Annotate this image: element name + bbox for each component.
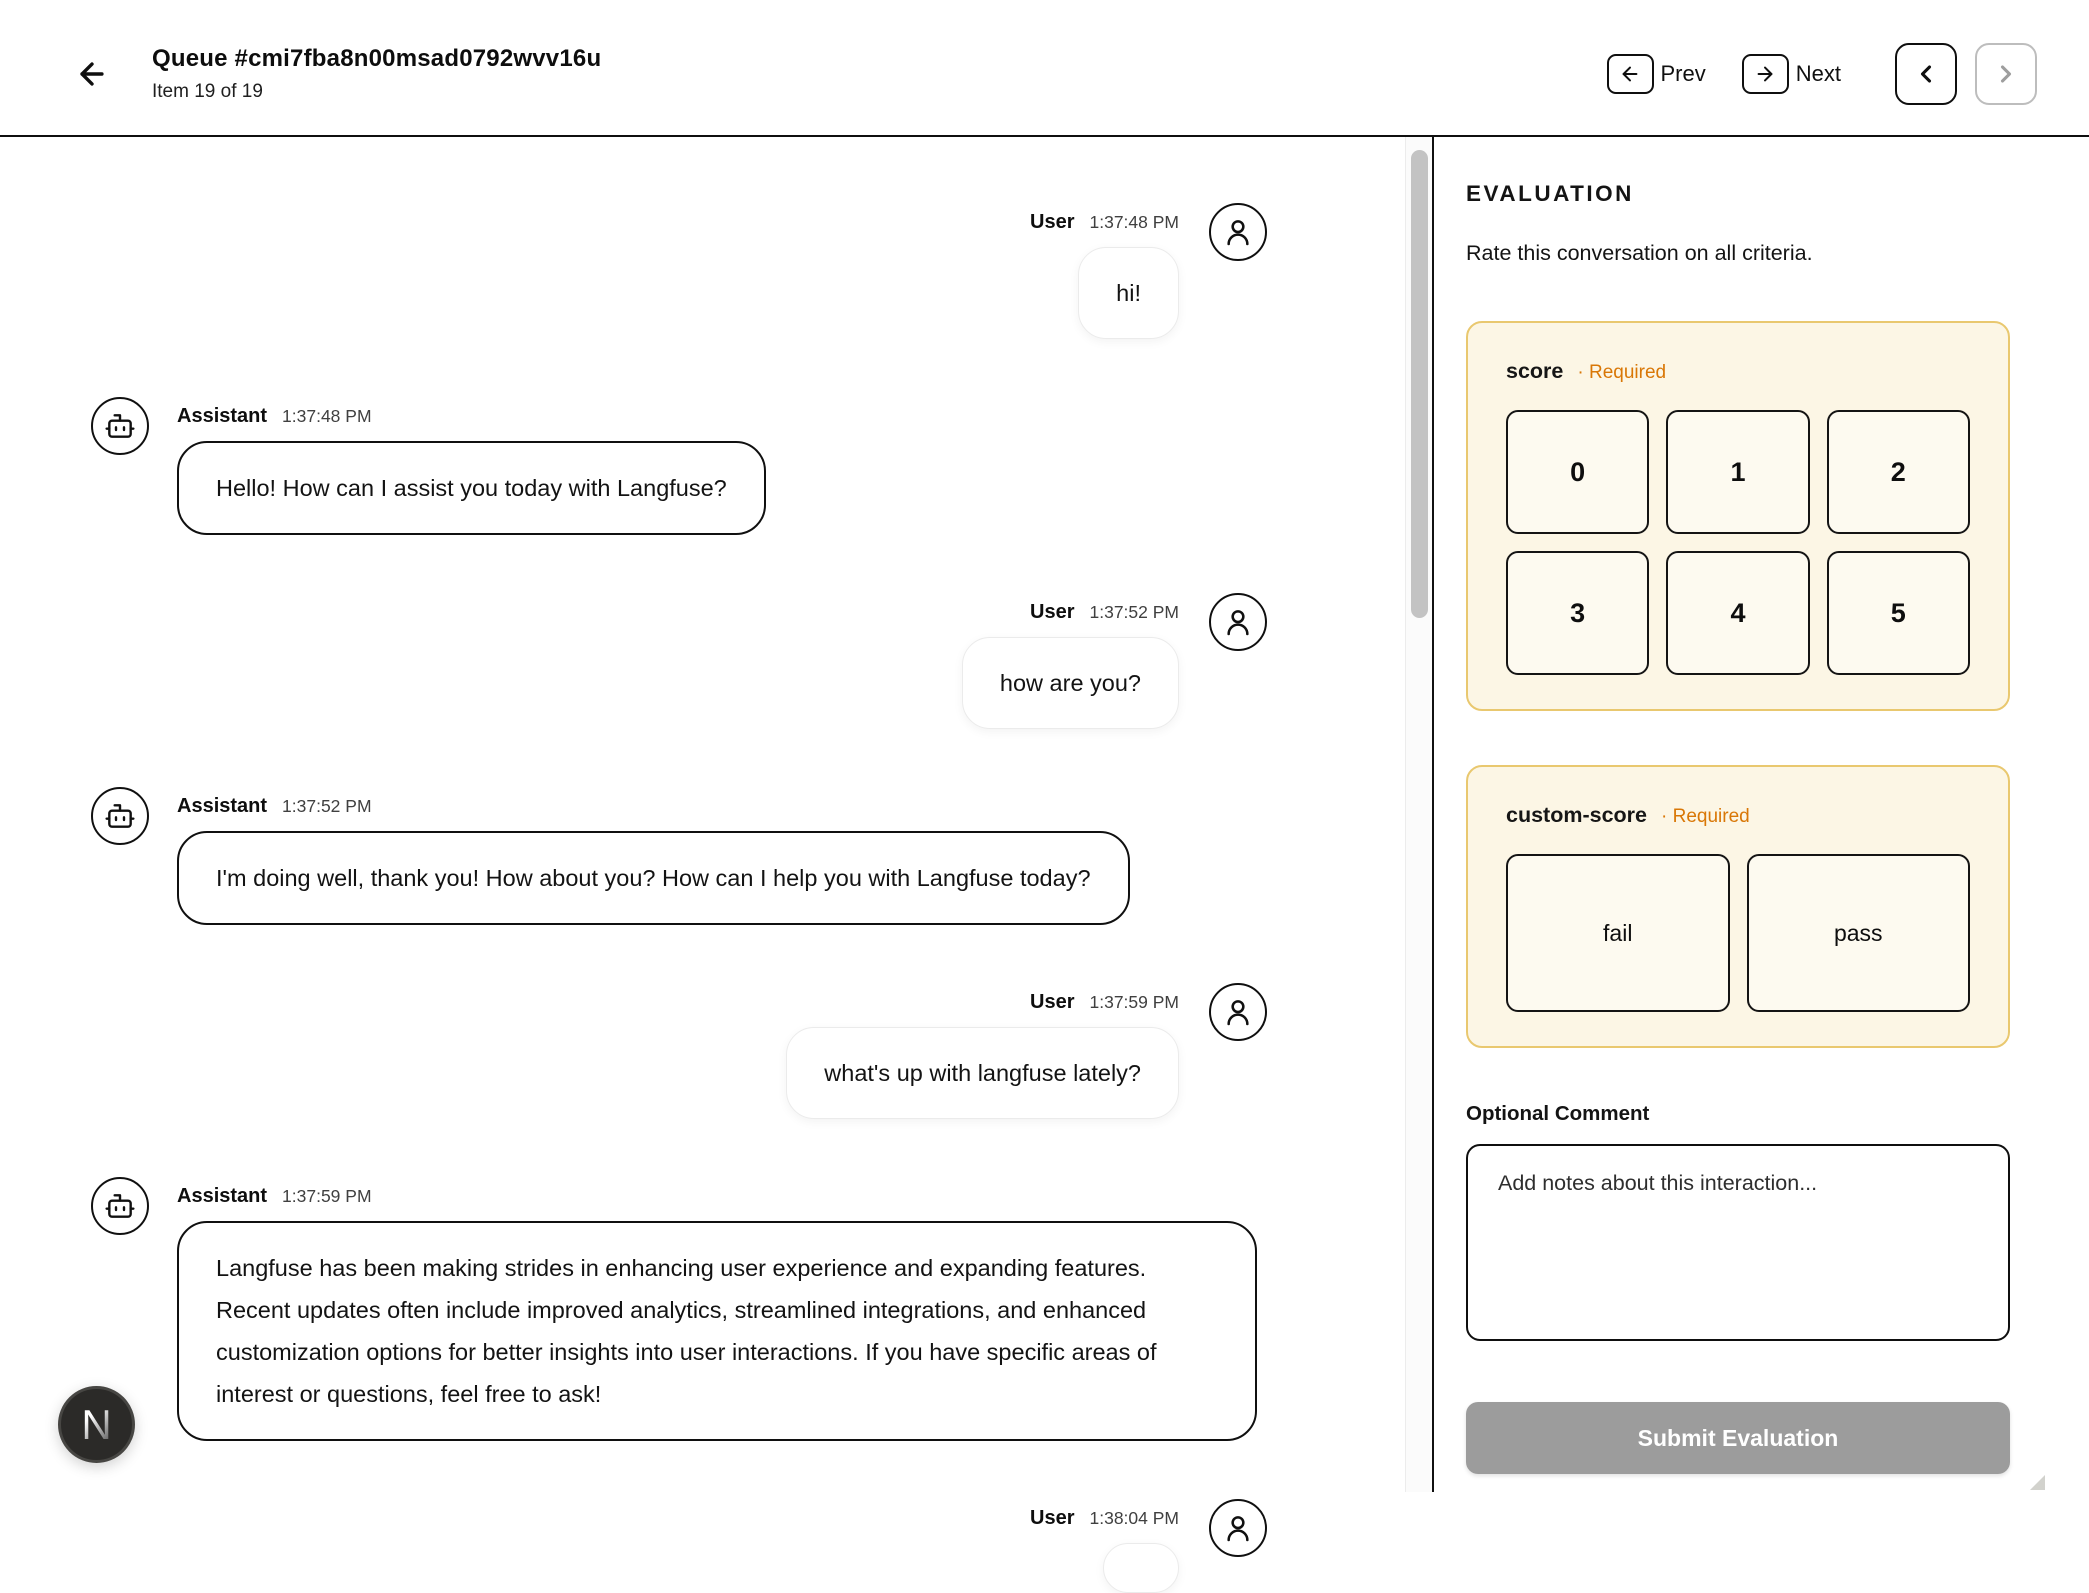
message-body — [786, 991, 1179, 1119]
collapse-panel-left-button[interactable] — [1895, 43, 1957, 105]
arrow-left-icon — [1619, 63, 1641, 85]
option-score-3[interactable]: 3 — [1506, 551, 1649, 675]
page-title: Queue #cmi7fba8n00msad0792wvv16u — [152, 44, 602, 72]
required-badge: · Required — [1577, 362, 1667, 383]
message-body — [177, 795, 1130, 925]
message-list — [0, 211, 1336, 1593]
nextjs-logo-letter: N — [81, 1400, 112, 1448]
message-bubble: I'm doing well, thank you! How about you? How can I help you with Langfuse today? — [177, 831, 1130, 925]
user-icon — [1222, 606, 1254, 638]
message-role: Assistant — [177, 795, 268, 817]
evaluation-heading: EVALUATION — [1466, 181, 1634, 206]
prev-button[interactable] — [1607, 54, 1654, 94]
user-icon — [1222, 1512, 1254, 1544]
message-timestamp: 1:37:59 PM — [1089, 992, 1179, 1012]
message-timestamp: 1:38:04 PM — [1089, 1508, 1179, 1528]
comment-label: Optional Comment — [1466, 1102, 1650, 1125]
assistant-avatar — [91, 1177, 149, 1235]
criterion-options — [1506, 410, 1970, 675]
message-timestamp: 1:37:52 PM — [1089, 602, 1179, 622]
collapse-panel-right-button[interactable] — [1975, 43, 2037, 105]
message-assistant — [91, 795, 1336, 925]
header — [0, 0, 2089, 137]
user-avatar — [1209, 593, 1267, 651]
evaluation-panel — [1434, 137, 2089, 1492]
header-controls — [1607, 43, 2038, 105]
title-block — [152, 45, 601, 103]
user-avatar — [1209, 983, 1267, 1041]
evaluation-subheading: Rate this conversation on all criteria. — [1466, 241, 1813, 265]
message-body — [962, 601, 1179, 729]
option-score-0[interactable]: 0 — [1506, 410, 1649, 534]
option-score-1[interactable]: 1 — [1666, 410, 1809, 534]
message-assistant — [91, 1185, 1336, 1441]
user-avatar — [1209, 1499, 1267, 1557]
message-user — [91, 1507, 1267, 1593]
bot-icon — [104, 410, 136, 442]
message-body — [1030, 211, 1179, 339]
next-group — [1742, 54, 1841, 94]
message-body — [1030, 1507, 1179, 1593]
message-timestamp: 1:37:52 PM — [282, 796, 372, 816]
bot-icon — [104, 1190, 136, 1222]
message-bubble: hi! — [1078, 247, 1179, 339]
conversation-panel — [0, 137, 1432, 1529]
message-role: User — [1030, 991, 1075, 1013]
item-counter: Item 19 of 19 — [152, 80, 263, 102]
message-bubble: what's up with langfuse lately? — [786, 1027, 1179, 1119]
message-bubble — [1103, 1543, 1179, 1593]
message-body — [177, 1185, 1257, 1441]
option-score-5[interactable]: 5 — [1827, 551, 1970, 675]
user-avatar — [1209, 203, 1267, 261]
message-user — [91, 991, 1267, 1119]
back-button[interactable] — [72, 54, 112, 94]
message-user — [91, 211, 1267, 339]
resize-grip[interactable] — [2030, 1475, 2045, 1490]
message-header — [177, 405, 766, 428]
message-body — [177, 405, 766, 535]
message-role: User — [1030, 1507, 1075, 1529]
user-icon — [1222, 216, 1254, 248]
option-custom-score-pass[interactable]: pass — [1747, 854, 1971, 1012]
message-timestamp: 1:37:59 PM — [282, 1186, 372, 1206]
user-icon — [1222, 996, 1254, 1028]
main-content — [0, 137, 2089, 1529]
message-bubble: Hello! How can I assist you today with Langfuse? — [177, 441, 766, 535]
criterion-name: score — [1506, 359, 1564, 383]
required-badge: · Required — [1661, 806, 1750, 827]
chat-scrollbar-track[interactable] — [1405, 137, 1432, 1492]
message-role: Assistant — [177, 405, 268, 427]
option-score-2[interactable]: 2 — [1827, 410, 1970, 534]
prev-group — [1607, 54, 1706, 94]
chevron-left-icon — [1912, 60, 1940, 88]
chat-scrollbar-thumb[interactable] — [1411, 150, 1428, 618]
next-button[interactable] — [1742, 54, 1789, 94]
message-assistant — [91, 405, 1336, 535]
message-header — [177, 1185, 1257, 1208]
assistant-avatar — [91, 787, 149, 845]
arrow-right-icon — [1754, 63, 1776, 85]
message-role: User — [1030, 211, 1075, 233]
message-bubble: how are you? — [962, 637, 1179, 729]
message-header — [1030, 601, 1179, 624]
message-bubble: Langfuse has been making strides in enhancing user experience and expanding features. Recent updates often include improved analytics, streamlined integrations, and enhanced customization options for better insights into user interactions. If you have specific areas of interest or questions, feel free to ask! — [177, 1221, 1257, 1441]
message-user — [91, 601, 1267, 729]
message-role: User — [1030, 601, 1075, 623]
comment-input[interactable] — [1466, 1144, 2010, 1341]
criterion-card-custom-score — [1466, 765, 2010, 1048]
message-timestamp: 1:37:48 PM — [1089, 212, 1179, 232]
message-header — [1030, 991, 1179, 1014]
submit-evaluation-button[interactable]: Submit Evaluation — [1466, 1402, 2010, 1474]
nextjs-logo[interactable] — [58, 1386, 135, 1463]
prev-label: Prev — [1660, 60, 1706, 86]
criterion-options — [1506, 854, 1970, 1012]
message-header — [1030, 1507, 1179, 1530]
option-custom-score-fail[interactable]: fail — [1506, 854, 1730, 1012]
criterion-header — [1506, 359, 1970, 384]
criterion-card-score — [1466, 321, 2010, 711]
chevron-right-icon — [1992, 60, 2020, 88]
message-header — [1030, 211, 1179, 234]
next-label: Next — [1795, 60, 1841, 86]
arrow-left-icon — [75, 57, 109, 91]
criteria-list — [1466, 321, 2010, 1048]
criterion-name: custom-score — [1506, 803, 1647, 827]
criterion-header — [1506, 803, 1970, 828]
bot-icon — [104, 800, 136, 832]
message-timestamp: 1:37:48 PM — [282, 406, 372, 426]
assistant-avatar — [91, 397, 149, 455]
message-header — [177, 795, 1130, 818]
option-score-4[interactable]: 4 — [1666, 551, 1809, 675]
message-role: Assistant — [177, 1185, 268, 1207]
